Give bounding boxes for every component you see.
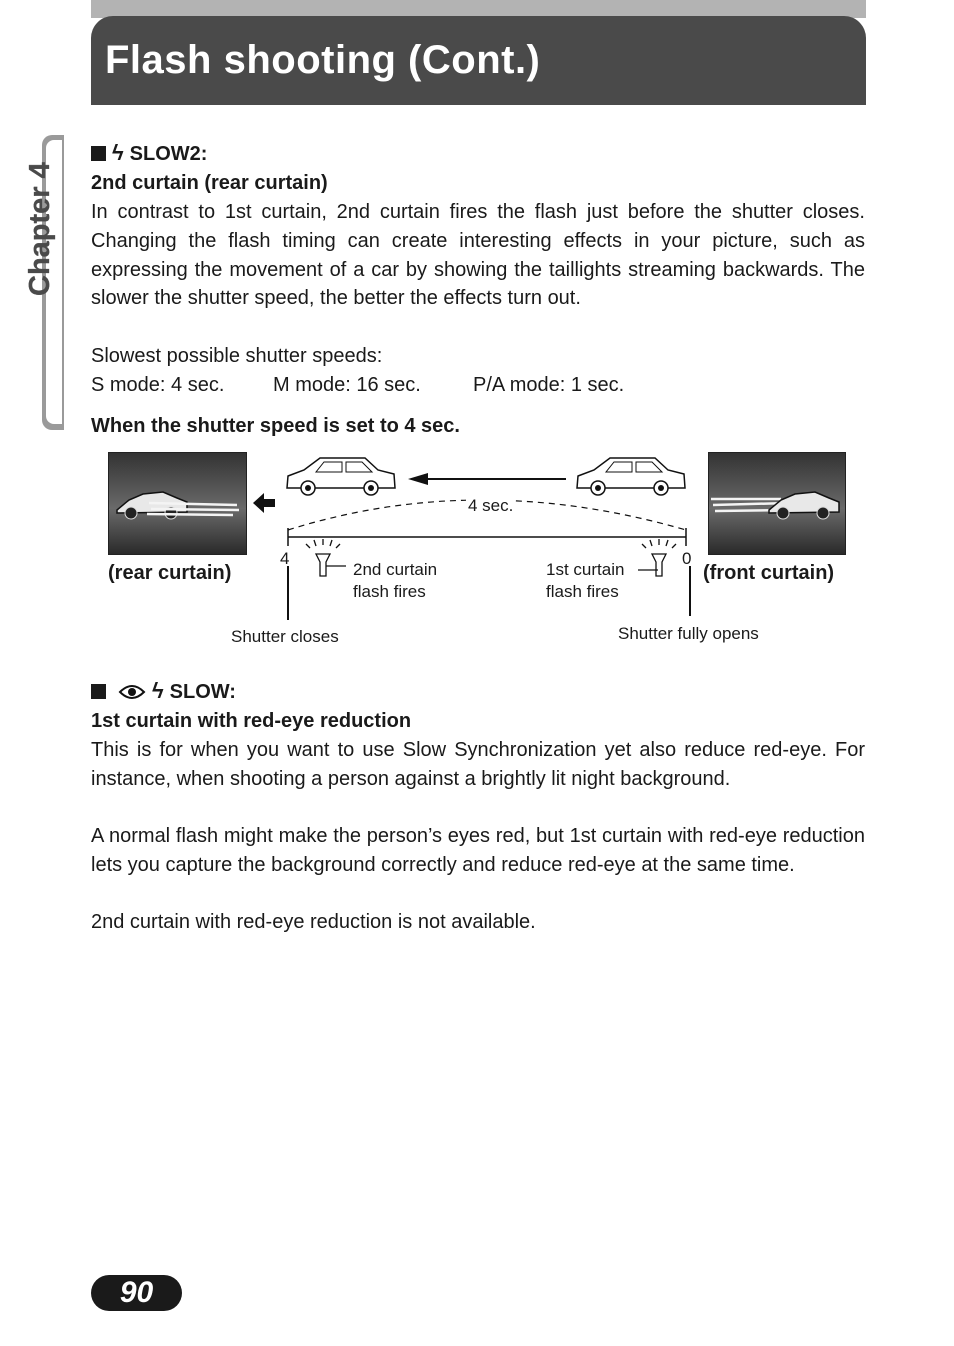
shutter-closes-label: Shutter closes — [231, 627, 339, 646]
rear-curtain-photo — [108, 452, 247, 555]
duration-label: 4 sec. — [468, 496, 514, 515]
section2-heading-row — [91, 677, 236, 710]
shutter-opens-label: Shutter fully opens — [618, 624, 759, 643]
section1-heading-row — [91, 139, 207, 169]
section1-paragraph: In contrast to 1st curtain, 2nd curtain fires the flash just before the shutter closes. Changing the flash timing can create interesting effects in your picture, such as expressing the movement of a car by showing the taillights streaming backwards. The slower the shutter speed, the better the effects turn out. — [91, 201, 865, 310]
diagram-caption: When the shutter speed is set to 4 sec. — [91, 415, 460, 437]
first-flash-label-line1: 1st curtain — [546, 560, 625, 579]
first-flash-label-line2: flash fires — [546, 582, 619, 601]
speed-pa-mode: P/A mode: 1 sec. — [473, 374, 625, 396]
bullet-square-icon — [91, 684, 106, 699]
chapter-label: Chapter 4 — [24, 162, 56, 296]
page-title: Flash shooting (Cont.) — [105, 38, 541, 82]
section2-paragraph1: This is for when you want to use Slow Synchronization yet also reduce red-eye. For instance, when shooting a person against a brightly lit night background. — [91, 739, 865, 790]
red-eye-icon — [118, 681, 146, 710]
section1-heading: SLOW2: — [129, 143, 208, 165]
section2-subheading: 1st curtain with red-eye reduction — [91, 710, 412, 732]
car-left-icon — [287, 458, 395, 495]
front-curtain-photo — [708, 452, 846, 555]
front-curtain-label: (front curtain) — [703, 562, 835, 584]
tick-left-label: 4 — [280, 549, 290, 568]
flash-burst-right-icon — [638, 539, 676, 576]
section2-paragraph3: 2nd curtain with red-eye reduction is not available. — [91, 911, 536, 933]
second-flash-label-line2: flash fires — [353, 582, 426, 601]
section1-subheading: 2nd curtain (rear curtain) — [91, 172, 328, 194]
second-flash-label-line1: 2nd curtain — [353, 560, 438, 579]
section2-paragraph2: A normal flash might make the person’s eyes red, but 1st curtain with red-eye reduction lets you capture the background correctly and reduce red-eye at the same time. — [91, 825, 865, 876]
tick-right-label: 0 — [682, 549, 692, 568]
speeds-intro: Slowest possible shutter speeds: — [91, 345, 383, 367]
speed-m-mode: M mode: 16 sec. — [273, 374, 421, 396]
speed-s-mode: S mode: 4 sec. — [91, 374, 225, 396]
rear-curtain-label: (rear curtain) — [108, 562, 232, 584]
flash-burst-left-icon — [306, 539, 346, 576]
section2-heading: SLOW: — [169, 681, 236, 703]
car-right-icon — [577, 458, 685, 495]
flash-bolt-icon: ϟ — [152, 678, 164, 703]
flash-bolt-icon: ϟ — [112, 140, 124, 165]
bullet-square-icon — [91, 146, 106, 161]
timing-diagram — [270, 448, 700, 628]
movement-arrowhead-icon — [408, 473, 428, 485]
page-number: 90 — [119, 1276, 154, 1309]
